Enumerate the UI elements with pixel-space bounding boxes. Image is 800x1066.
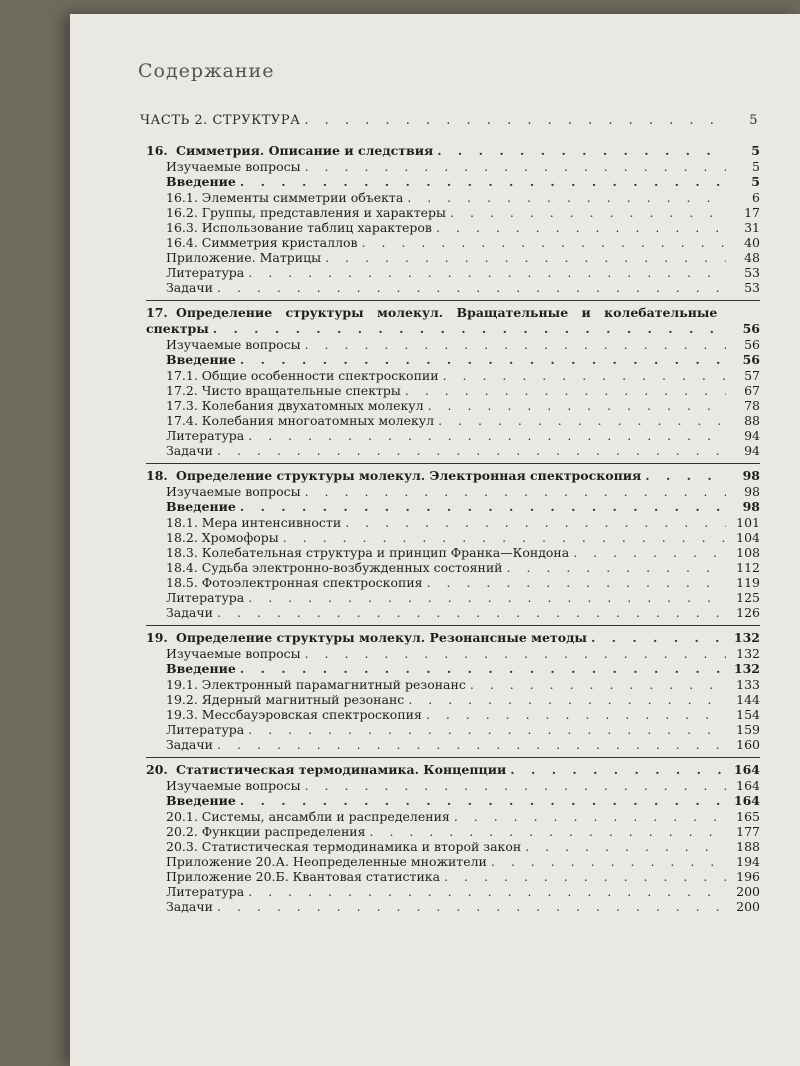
chapter-heading: [146, 762, 760, 778]
book-page: [70, 14, 800, 1066]
chapter-20: [146, 757, 760, 914]
chapter-page: 56: [742, 321, 760, 336]
toc-entry: 20.3. Статистическая термодинамика и второй закон . . . 188: [146, 839, 760, 854]
toc-entry: 18.3. Колебательная структура и принцип Франка—Кондона . . . 108: [146, 545, 760, 560]
chapter-number: 17.: [146, 305, 168, 320]
toc-entry: 18.5. Фотоэлектронная спектроскопия . . . 119: [146, 575, 760, 590]
toc-entry: Литература . . . 53: [146, 265, 760, 280]
toc-entry: Изучаемые вопросы . . . 5: [146, 159, 760, 174]
leader-dots: [510, 762, 726, 778]
leader-dots: [591, 630, 726, 646]
toc-entry: Приложение 20.А. Неопределенные множители . . . 194: [146, 854, 760, 869]
toc-entry: 16.3. Использование таблиц характеров . . . 31: [146, 220, 760, 235]
chapter-number: 16.: [146, 143, 168, 158]
chapter-page: 164: [733, 762, 760, 777]
chapter-18: [146, 463, 760, 620]
chapter-17: [146, 300, 760, 458]
toc-entry: 17.3. Колебания двухатомных молекул . . . 78: [146, 398, 760, 413]
toc-entry: Литература . . . 200: [146, 884, 760, 899]
toc-entry: 18.4. Судьба электронно-возбужденных состояний . . . 112: [146, 560, 760, 575]
chapter-heading-continued: [146, 321, 760, 337]
toc-entry: Введение . . . 132: [146, 661, 760, 677]
toc-entry: Изучаемые вопросы . . . 132: [146, 646, 760, 661]
toc-entry: 19.2. Ядерный магнитный резонанс . . . 144: [146, 692, 760, 707]
toc-entry: 19.3. Мессбауэровская спектроскопия . . . 154: [146, 707, 760, 722]
chapter-heading: [146, 630, 760, 646]
toc-entry: 17.2. Чисто вращательные спектры . . . 67: [146, 383, 760, 398]
toc-entry: 19.1. Электронный парамагнитный резонанс . . . 133: [146, 677, 760, 692]
part-heading: [140, 113, 758, 128]
toc-entry: Приложение 20.Б. Квантовая статистика . . . 196: [146, 869, 760, 884]
toc-entry: 18.2. Хромофоры . . . 104: [146, 530, 760, 545]
chapter-number: 19.: [146, 630, 168, 645]
toc-entry: 16.1. Элементы симметрии объекта . . . 6: [146, 190, 760, 205]
chapter-number: 20.: [146, 762, 168, 777]
chapter-19: [146, 625, 760, 752]
toc-entry: Задачи . . . 94: [146, 443, 760, 458]
toc-entry: Задачи . . . 126: [146, 605, 760, 620]
chapter-title: Статистическая термодинамика. Концепции: [176, 762, 507, 777]
toc-entry: 16.2. Группы, представления и характеры . . . 17: [146, 205, 760, 220]
toc-entry: 18.1. Мера интенсивности . . . 101: [146, 515, 760, 530]
chapter-title: Определение структуры молекул. Резонансные методы: [176, 630, 587, 645]
toc-entry: Задачи . . . 200: [146, 899, 760, 914]
part-label: ЧАСТЬ 2. СТРУКТУРА: [140, 113, 301, 128]
toc-entry: Изучаемые вопросы . . . 56: [146, 337, 760, 352]
toc-entry: Литература . . . 125: [146, 590, 760, 605]
toc-entry: 20.1. Системы, ансамбли и распределения . . . 165: [146, 809, 760, 824]
chapter-title: Определение структуры молекул. Электронная спектроскопия: [176, 468, 642, 483]
toc-entry: 17.4. Колебания многоатомных молекул . . . 88: [146, 413, 760, 428]
leader-dots: [437, 143, 726, 159]
toc-entry: Литература . . . 94: [146, 428, 760, 443]
leader-dots: [213, 321, 726, 337]
chapter-title-line2: спектры: [146, 321, 209, 336]
toc-entry: Задачи . . . 53: [146, 280, 760, 295]
toc-entry: Изучаемые вопросы . . . 164: [146, 778, 760, 793]
chapter-title: Симметрия. Описание и следствия: [176, 143, 434, 158]
part-page: 5: [749, 113, 758, 128]
toc-entry: 16.4. Симметрия кристаллов . . . 40: [146, 235, 760, 250]
toc-entry: Введение . . . 5: [146, 174, 760, 190]
chapter-title: Определение структуры молекул. Вращательные и колебательные: [176, 305, 718, 320]
chapter-heading: [146, 305, 760, 321]
chapter-page: 5: [751, 143, 760, 158]
chapter-page: 132: [733, 630, 760, 645]
toc-entry: Введение . . . 164: [146, 793, 760, 809]
chapter-heading: [146, 468, 760, 484]
chapter-page: 98: [742, 468, 760, 483]
leader-dots: [645, 468, 726, 484]
toc-entry: Приложение. Матрицы . . . 48: [146, 250, 760, 265]
toc-entry: Введение . . . 56: [146, 352, 760, 368]
chapter-heading: [146, 143, 760, 159]
toc-entry: 20.2. Функции распределения . . . 177: [146, 824, 760, 839]
toc-entry: Изучаемые вопросы . . . 98: [146, 484, 760, 499]
toc-entry: 17.1. Общие особенности спектроскопии . . . 57: [146, 368, 760, 383]
chapter-number: 18.: [146, 468, 168, 483]
toc-entry: Введение . . . 98: [146, 499, 760, 515]
chapter-16: [146, 143, 760, 295]
toc-entry: Задачи . . . 160: [146, 737, 760, 752]
toc-entry: Литература . . . 159: [146, 722, 760, 737]
leader-dots: [304, 113, 724, 128]
page-title: Содержание: [138, 60, 275, 82]
table-of-contents: [146, 143, 760, 919]
